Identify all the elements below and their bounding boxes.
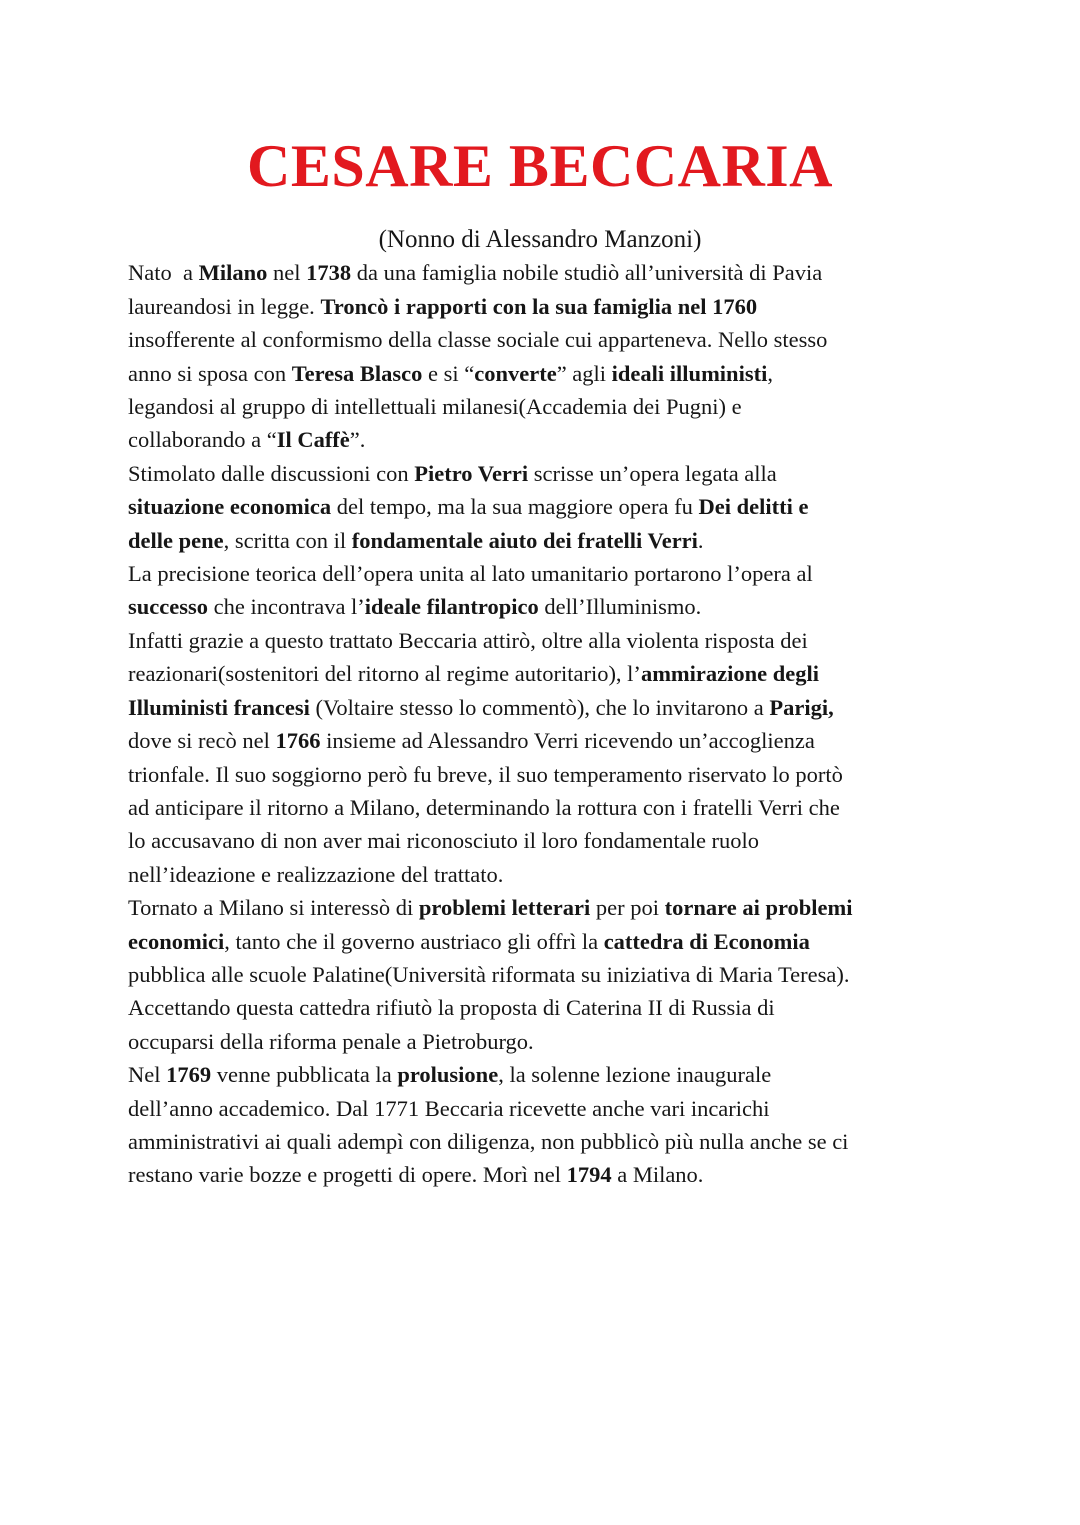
- text-segment: 1738: [306, 260, 352, 286]
- text-segment: trionfale. Il suo soggiorno però fu breve, il suo temperamento riservato lo portò: [128, 761, 843, 787]
- text-line: [128, 390, 952, 423]
- text-line: [128, 691, 952, 724]
- document-subtitle: (Nonno di Alessandro Manzoni): [378, 226, 702, 253]
- text-segment: amministrativi ai quali adempì con diligenza, non pubblicò più nulla anche se ci: [128, 1128, 849, 1154]
- text-segment: lo accusavano di non aver mai riconosciuto il loro fondamentale ruolo: [128, 828, 760, 854]
- text-segment: Stimolato dalle discussioni con: [128, 460, 415, 486]
- text-line: [128, 290, 952, 323]
- text-segment: del tempo, ma la sua maggiore opera fu: [331, 494, 699, 520]
- text-line: [128, 1125, 952, 1158]
- document-body: [0, 256, 1080, 1191]
- text-line: [128, 1092, 952, 1125]
- text-segment: restano varie bozze e progetti di opere. Morì nel: [128, 1162, 567, 1188]
- text-segment: fondamentale aiuto dei fratelli Verri: [351, 527, 698, 553]
- text-segment: legandosi al gruppo di intellettuali milanesi(Accademia dei Pugni) e: [128, 394, 742, 420]
- text-segment: .: [697, 527, 704, 553]
- text-segment: problemi letterari: [418, 895, 591, 921]
- text-line: [128, 824, 952, 857]
- text-segment: 1766: [275, 728, 321, 754]
- text-line: [128, 724, 952, 757]
- text-segment: anno si sposa con: [128, 360, 292, 386]
- text-line: [128, 657, 952, 690]
- text-segment: insofferente al conformismo della classe sociale cui apparteneva. Nello stesso: [128, 327, 828, 353]
- text-segment: Infatti grazie a questo trattato Beccaria attirò, oltre alla violenta risposta dei: [128, 627, 808, 653]
- text-segment: , la solenne lezione inaugurale: [498, 1062, 772, 1088]
- text-line: [128, 423, 952, 456]
- text-segment: cattedra di Economia: [603, 928, 810, 954]
- text-line: [128, 590, 952, 623]
- text-segment: ideale filantropico: [364, 594, 539, 620]
- text-segment: delle pene: [128, 527, 224, 553]
- text-segment: nell’ideazione e realizzazione del trattato.: [128, 861, 504, 887]
- text-line: [128, 1025, 952, 1058]
- text-line: [128, 1058, 952, 1091]
- text-segment: a Milano.: [611, 1162, 704, 1188]
- text-line: [128, 925, 952, 958]
- text-segment: ,: [767, 360, 773, 386]
- text-line: [128, 557, 952, 590]
- text-segment: Nato a: [128, 260, 199, 286]
- text-segment: Il Caffè: [276, 427, 350, 453]
- text-segment: venne pubblicata la: [211, 1062, 398, 1088]
- text-segment: 1769: [166, 1062, 212, 1088]
- text-segment: Tornato a Milano si interessò di: [128, 895, 419, 921]
- text-line: [128, 524, 952, 557]
- text-segment: Illuministi francesi: [128, 694, 310, 720]
- text-line: [128, 357, 952, 390]
- text-segment: economici: [128, 928, 225, 954]
- text-segment: 1794: [566, 1162, 612, 1188]
- text-segment: Dei delitti e: [698, 494, 809, 520]
- text-segment: dell’anno accademico. Dal 1771 Beccaria ricevette anche vari incarichi: [128, 1095, 770, 1121]
- text-line: [128, 323, 952, 356]
- text-segment: reazionari(sostenitori del ritorno al regime autoritario), l’: [128, 661, 641, 687]
- text-segment: (Voltaire stesso lo commentò), che lo invitarono a: [309, 694, 770, 720]
- text-segment: La precisione teorica dell’opera unita al lato umanitario portarono l’opera al: [128, 561, 813, 587]
- text-segment: da una famiglia nobile studiò all’università di Pavia: [351, 260, 823, 286]
- text-segment: scrisse un’opera legata alla: [528, 460, 777, 486]
- text-segment: per poi: [590, 895, 665, 921]
- text-segment: Milano: [198, 260, 268, 286]
- text-segment: dell’Illuminismo.: [538, 594, 702, 620]
- text-line: [128, 791, 952, 824]
- text-segment: ” agli: [556, 360, 612, 386]
- text-segment: ad anticipare il ritorno a Milano, determinando la rottura con i fratelli Verri che: [128, 794, 840, 820]
- text-segment: , tanto che il governo austriaco gli offrì la: [224, 928, 604, 954]
- text-line: [128, 758, 952, 791]
- text-line: [128, 991, 952, 1024]
- text-line: [128, 958, 952, 991]
- text-segment: laureandosi in legge.: [128, 293, 321, 319]
- text-segment: dove si recò nel: [128, 728, 276, 754]
- text-segment: situazione economica: [128, 494, 332, 520]
- text-line: [128, 490, 952, 523]
- text-segment: collaborando a “: [128, 427, 277, 453]
- text-line: [128, 256, 952, 289]
- text-segment: Pietro Verri: [414, 460, 529, 486]
- text-line: [128, 1158, 952, 1191]
- text-segment: nel: [267, 260, 307, 286]
- text-segment: Troncò i rapporti con la sua famiglia nel 1760: [320, 293, 758, 319]
- text-segment: Accettando questa cattedra rifiutò la proposta di Caterina II di Russia di: [128, 995, 775, 1021]
- text-segment: che incontrava l’: [208, 594, 365, 620]
- text-segment: Teresa Blasco: [291, 360, 423, 386]
- text-segment: insieme ad Alessandro Verri ricevendo un’accoglienza: [320, 728, 815, 754]
- text-segment: ideali illuministi: [611, 360, 768, 386]
- document-title: CESARE BECCARIA: [247, 133, 833, 199]
- text-segment: tornare ai problemi: [664, 895, 853, 921]
- text-segment: e si “: [422, 360, 475, 386]
- text-line: [128, 858, 952, 891]
- text-segment: converte: [474, 360, 557, 386]
- text-line: [128, 624, 952, 657]
- text-segment: prolusione: [397, 1062, 499, 1088]
- text-segment: ”.: [349, 427, 366, 453]
- text-segment: Parigi,: [769, 694, 834, 720]
- text-segment: , scritta con il: [223, 527, 352, 553]
- text-line: [128, 457, 952, 490]
- text-segment: occuparsi della riforma penale a Pietroburgo.: [128, 1028, 534, 1054]
- text-segment: ammirazione degli: [640, 661, 820, 687]
- text-segment: pubblica alle scuole Palatine(Università riformata su iniziativa di Maria Teresa).: [128, 961, 850, 987]
- text-segment: Nel: [128, 1062, 167, 1088]
- text-segment: successo: [128, 594, 208, 620]
- text-line: [128, 891, 952, 924]
